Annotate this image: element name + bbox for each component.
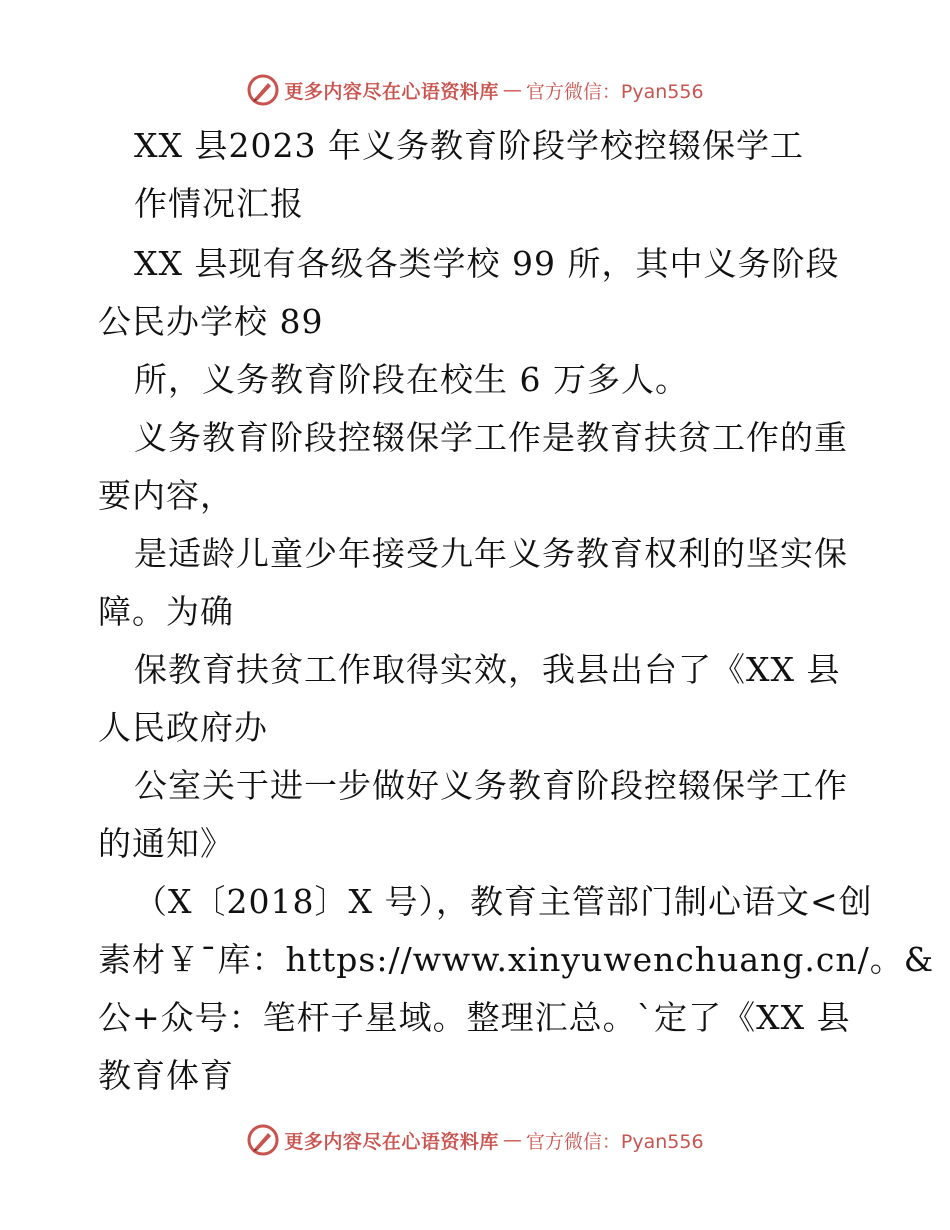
paragraph-line: XX 县现有各级各类学校 99 所，其中义务阶段 bbox=[134, 244, 840, 283]
pen-logo-icon bbox=[246, 1123, 280, 1157]
paragraph-line: 人民政府办 bbox=[98, 708, 268, 747]
paragraph-line: 公+众号：笔杆子星域。整理汇总。`定了《XX 县 bbox=[98, 998, 851, 1037]
footer-banner-content bbox=[246, 1123, 703, 1157]
paragraph-line: 保教育扶贫工作取得实效，我县出台了《XX 县 bbox=[134, 650, 841, 689]
paragraph-line: 要内容， bbox=[98, 476, 234, 515]
footer-banner-text: 更多内容尽在心语资料库 bbox=[284, 1130, 499, 1153]
paragraph-line: 公民办学校 89 bbox=[98, 302, 324, 341]
header-banner-text: 更多内容尽在心语资料库 bbox=[284, 80, 499, 103]
document-title-line-1: XX 县2023 年义务教育阶段学校控辍保学工 bbox=[134, 126, 804, 165]
header-banner-separator: — bbox=[502, 79, 522, 101]
paragraph-line: 教育体育 bbox=[98, 1056, 234, 1095]
paragraph-line: 障。为确 bbox=[98, 592, 234, 631]
footer-banner bbox=[0, 1120, 950, 1160]
footer-banner-separator: — bbox=[502, 1129, 522, 1151]
paragraph-line: （X〔2018〕X 号），教育主管部门制心语文<创 bbox=[134, 882, 873, 921]
paragraph-line: 的通知》 bbox=[98, 824, 234, 863]
header-banner bbox=[0, 70, 950, 110]
paragraph-line: 公室关于进一步做好义务教育阶段控辍保学工作 bbox=[134, 766, 848, 805]
paragraph-line: 是适龄儿童少年接受九年义务教育权利的坚实保 bbox=[134, 534, 848, 573]
paragraph-line: 所，义务教育阶段在校生 6 万多人。 bbox=[134, 360, 689, 399]
paragraph-line: 义务教育阶段控辍保学工作是教育扶贫工作的重 bbox=[134, 418, 848, 457]
pen-logo-icon bbox=[246, 73, 280, 107]
header-banner-content bbox=[246, 73, 703, 107]
header-banner-wechat: 官方微信：Pyan556 bbox=[525, 80, 704, 103]
paragraph-line: 素材￥¯库：https://www.xinyuwenchuang.cn/。& bbox=[98, 940, 935, 979]
document-title-line-2: 作情况汇报 bbox=[134, 184, 304, 223]
footer-banner-wechat: 官方微信：Pyan556 bbox=[525, 1130, 704, 1153]
